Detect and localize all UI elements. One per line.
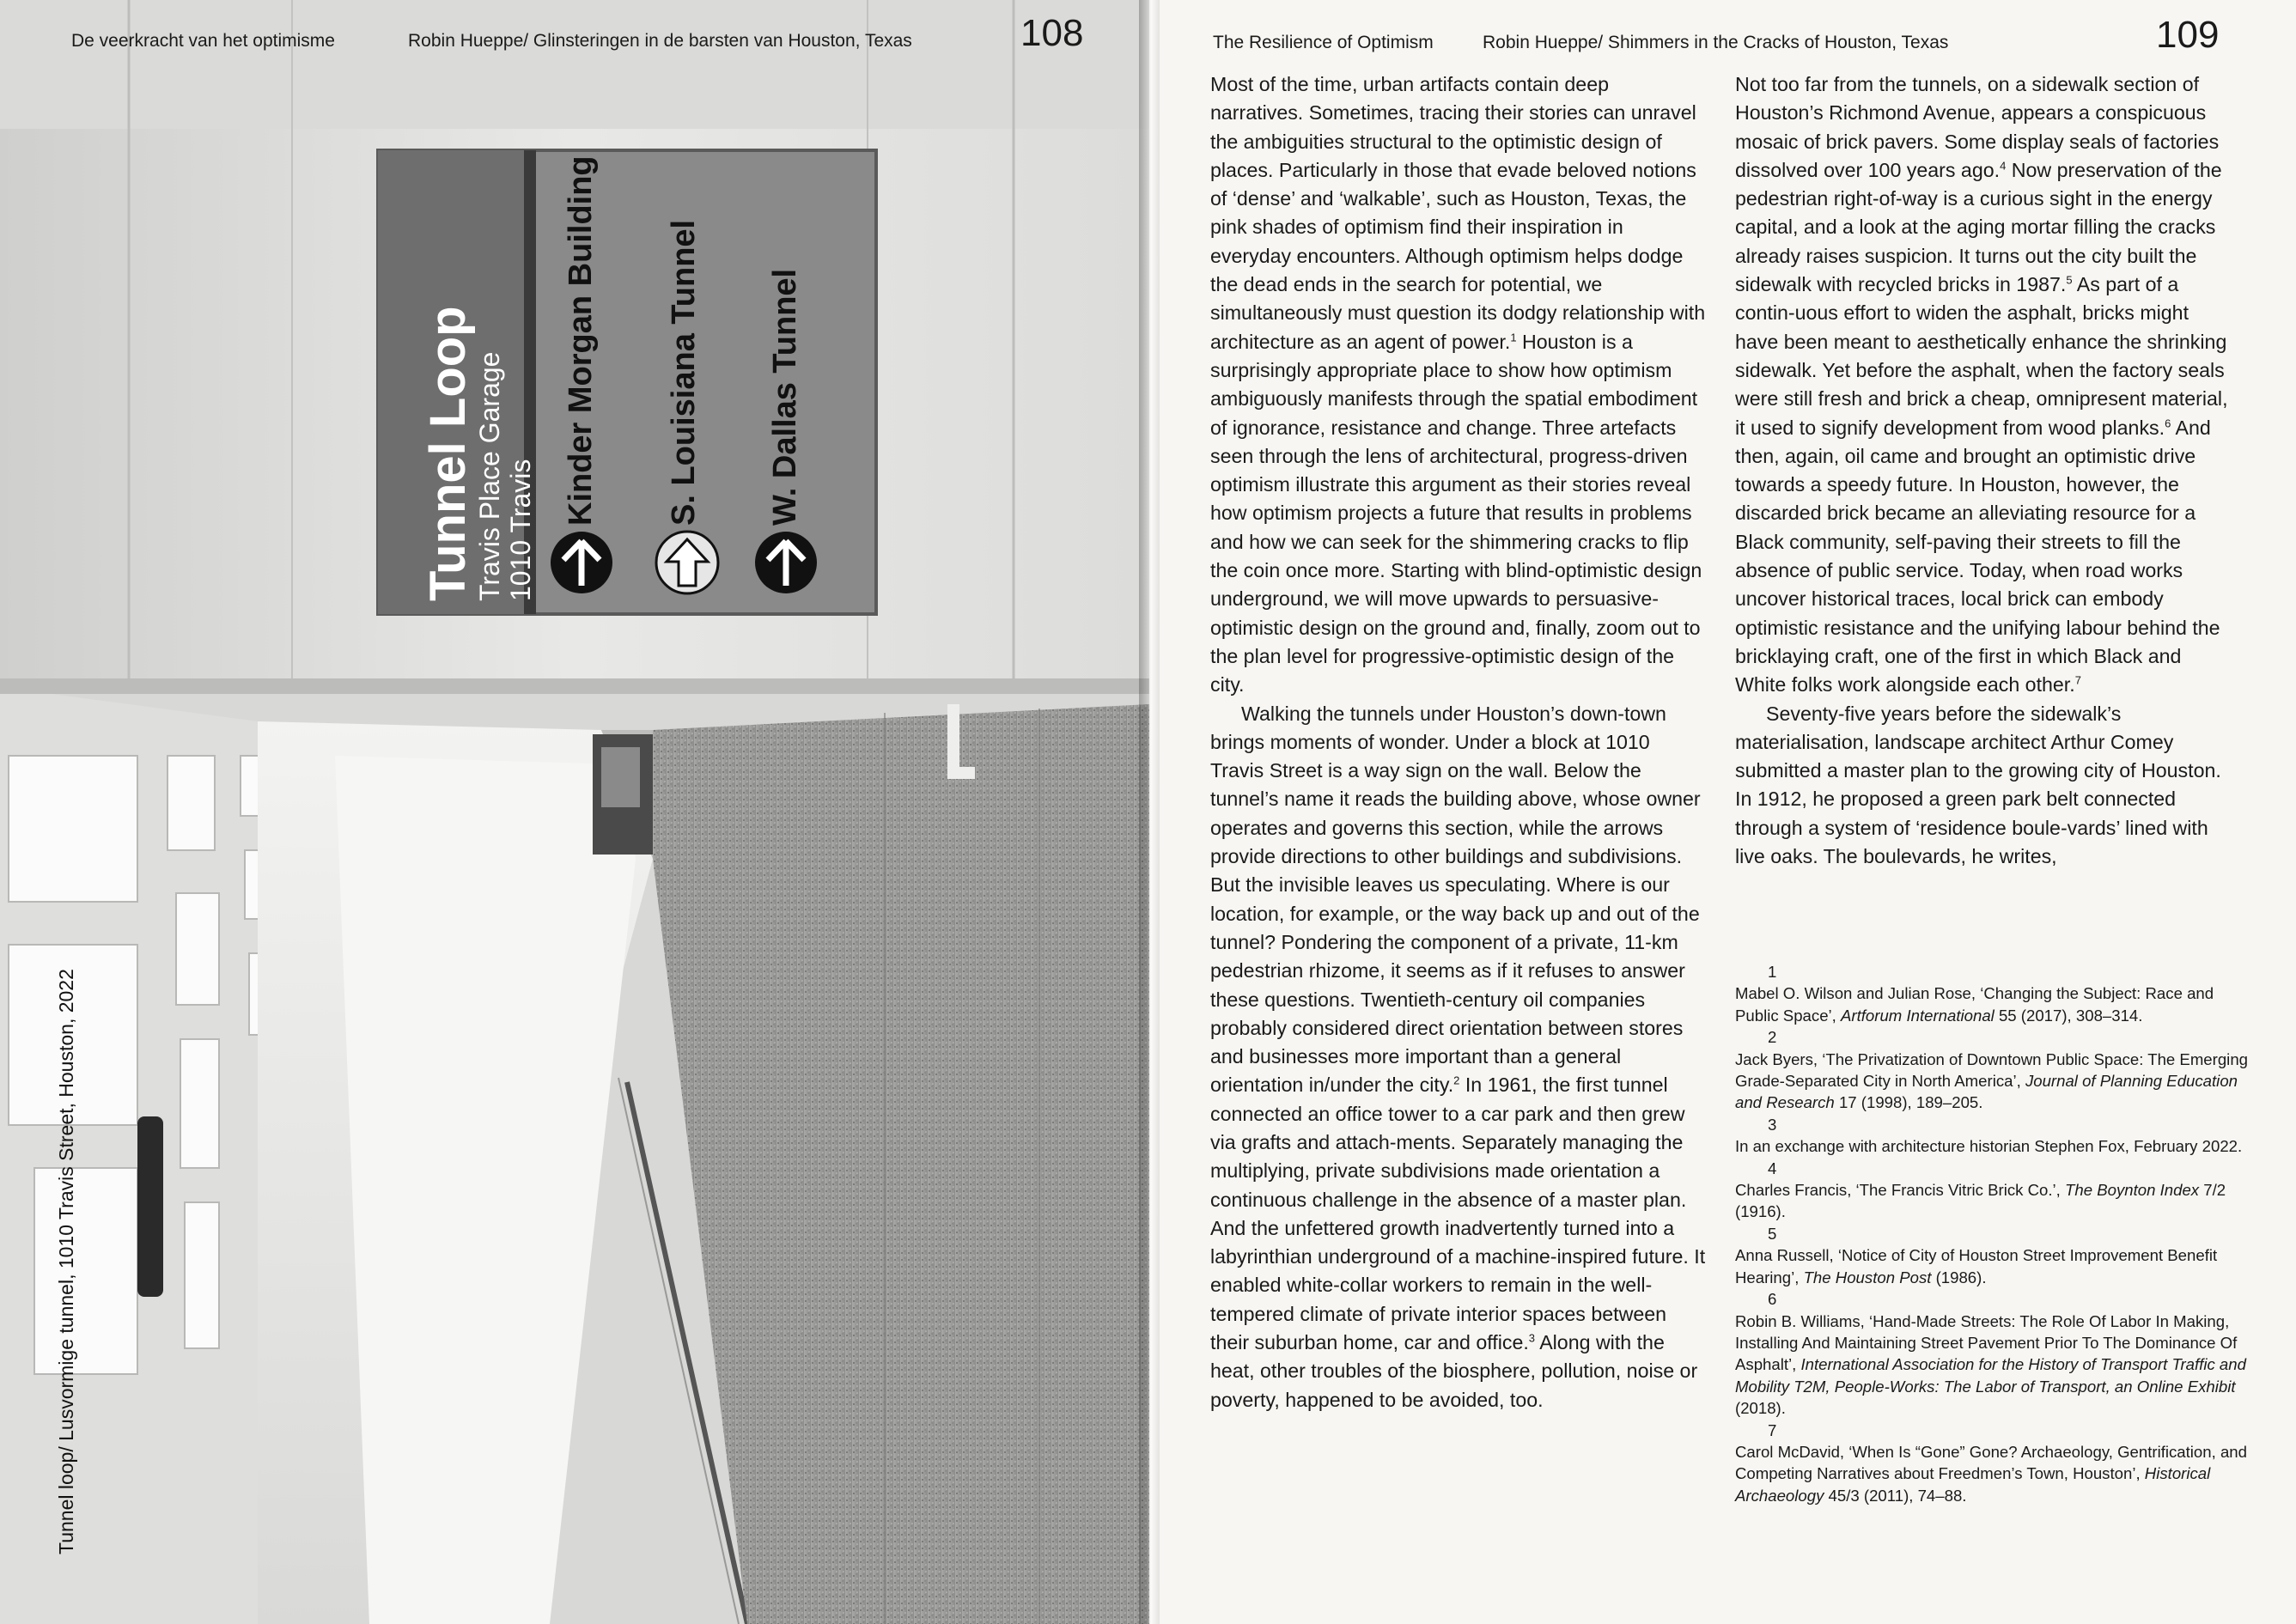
book-gutter <box>1139 0 1160 1624</box>
footnotes <box>1735 961 2250 1506</box>
arrow-icon <box>551 532 612 593</box>
footnote-ref[interactable]: 7 <box>2074 673 2081 687</box>
arrow-outline-icon <box>656 532 718 593</box>
sign-direction: Kinder Morgan Building <box>563 155 599 526</box>
footnote: 7 Carol McDavid, ‘When Is “Gone” Gone? Archaeology, Gentrification, and Competing Narratives about Freedmen’s Town, Houston’, Historical Archaeology 45/3 (2011), 74–88. <box>1735 1420 2247 1505</box>
footnote: 2 Jack Byers, ‘The Privatization of Downtown Public Space: The Emerging Grade-Separated City in North America’, Journal of Planning Education and Research 17 (1998), 189–205. <box>1735 1028 2248 1112</box>
running-head-left: The Resilience of Optimism <box>1213 33 1434 52</box>
page-number: 109 <box>2156 14 2220 56</box>
arrow-icon <box>755 532 817 593</box>
paragraph: Seventy-five years before the sidewalk’s materialisation, landscape architect Arthur Comey submitted a master plan to the growing city of Houston. In 1912, he proposed a green park belt connected through a system of ‘residence boule-vards’ lined with live oaks. The boulevards, he writes, <box>1735 702 2221 868</box>
paragraph: Walking the tunnels under Houston’s down-town brings moments of wonder. Under a block at 1010 Travis Street is a way sign on the wall. Below the tunnel’s name it reads the building above, whose owner operates and governs this section, while the arrows provide directions to other buildings and subdivisions. But the invisible leaves us speculating. Where is our location, for example, or the way back up and out of the tunnel? Pondering the component of a private, 11-km pedestrian rhizome, it seems as if it refuses to answer these questions. Twentieth-century oil companies probably considered direct orientation between stores and businesses more important than a general orientation in/under the city.$^2$ In 1961, the first tunnel connected an office tower to a car park and then grew via grafts and attach-ments. Separately managing the multiplying, private subdivisions made orientation a continuous challenge in the absence of a master plan. And the unfettered growth inadvertently turned into a labyrinthian underground of a machine-inspired future. It enabled white-collar workers to remain in the well-tempered climate of private interior spaces between their suburban home, car and office.$^3$ Along with the heat, other troubles of the biosphere, pollution, noise or poverty, happened to be avoided, too. <box>1210 702 1706 1411</box>
footnote: 5 Anna Russell, ‘Notice of City of Houston Street Improvement Benefit Hearing’, The Houston Post (1986). <box>1735 1224 2218 1286</box>
footnote-ref[interactable]: 1 <box>1510 330 1517 344</box>
footnote-ref[interactable]: 5 <box>2066 273 2073 287</box>
page-number: 108 <box>1020 12 1084 54</box>
footnote-ref[interactable]: 3 <box>1528 1331 1536 1345</box>
running-head-right: Robin Hueppe/ Shimmers in the Cracks of Houston, Texas <box>1483 33 1949 52</box>
paragraph: Not too far from the tunnels, on a sidewalk section of Houston’s Richmond Avenue, appears a conspicuous mosaic of brick pavers. Some display seals of factories dissolved over 100 years ago.$^4$ Now preservation of the pedestrian right-of-way is a curious sight in the energy capital, and a look at the aging mortar filling the cracks already raises suspicion. It turns out the city built the sidewalk with recycled bricks in 1987.$^5$ As part of a contin-uous effort to widen the asphalt, bricks might have been meant to aesthetically enhance the shrinking sidewalk. Yet before the asphalt, when the factory seals were still fresh and brick a cheap, omnipresent material, it used to signify development from wood planks.$^6$ And then, again, oil came and brought an optimistic drive towards a speedy future. In Houston, however, the discarded brick became an alleviating resource for a Black community, self-paving their streets to fill the absence of public service. Today, when road works uncover historical traces, local brick can embody optimistic resistance and the unifying labour behind the bricklaying craft, one of the first in which Black and White folks work alongside each other.$^7$ <box>1735 73 2228 696</box>
running-head-right: Robin Hueppe/ Glinsteringen in de barsten van Houston, Texas <box>408 31 912 51</box>
sign-direction: S. Louisiana Tunnel <box>666 219 702 526</box>
paragraph: Most of the time, urban artifacts contain deep narratives. Sometimes, tracing their stories can unravel the ambiguities structural to the optimistic design of places. Particularly in those that evade beloved notions of ‘dense’ and ‘walkable’, such as Houston, Texas, the pink shades of optimism find their inspiration in everyday encounters. Although optimism helps dodge the dead ends in the search for potential, we simultaneously must question its dodgy relationship with architecture as an agent of power.$^1$ Houston is a surprisingly appropriate place to show how optimism ambiguously manifests through the spatial embodiment of ignorance, resistance and change. Three artefacts seen through the lens of architectural, progress-driven optimism illustrate this argument as their stories reveal how optimism projects a future that results in problems and how we can seek for the shimmering cracks to flip the coin once more. Starting with blind-optimistic design underground, we will move upwards to persuasive-optimistic design on the ground and, finally, zoom out to the plan level for progressive-optimistic design of the city. <box>1210 73 1706 696</box>
footnote-ref[interactable]: 2 <box>1453 1074 1460 1087</box>
photo-caption: Tunnel loop/ Lusvormige tunnel, 1010 Travis Street, Houston, 2022 <box>55 969 77 1554</box>
text-column-1 <box>1210 70 1707 1414</box>
sign-line3: 1010 Travis <box>505 459 536 601</box>
footnote-ref[interactable]: 6 <box>2165 416 2171 429</box>
text-column-2 <box>1735 70 2232 871</box>
footnote: 6 Robin B. Williams, ‘Hand-Made Streets: The Role Of Labor In Making, Installing And Maintaining Street Pavement Prior To The Dominance Of Asphalt’, International Association for the History of Transport Traffic and Mobility T2M, People-Works: The Labor of Transport, an Online Exhibit (2018). <box>1735 1290 2246 1418</box>
footnote-ref[interactable]: 4 <box>2000 159 2007 173</box>
sign-direction: W. Dallas Tunnel <box>767 268 803 526</box>
footnote: 1 Mabel O. Wilson and Julian Rose, ‘Changing the Subject: Race and Public Space’, Artforum International 55 (2017), 308–314. <box>1735 963 2214 1025</box>
running-head-left: De veerkracht van het optimisme <box>71 31 335 51</box>
sign-title: Tunnel Loop <box>420 306 476 601</box>
footnote: 4 Charles Francis, ‘The Francis Vitric Brick Co.’, The Boynton Index 7/2 (1916). <box>1735 1159 2226 1221</box>
sign-line2: Travis Place Garage <box>474 351 505 601</box>
footnote: 3 In an exchange with architecture historian Stephen Fox, February 2022. <box>1735 1115 2243 1156</box>
